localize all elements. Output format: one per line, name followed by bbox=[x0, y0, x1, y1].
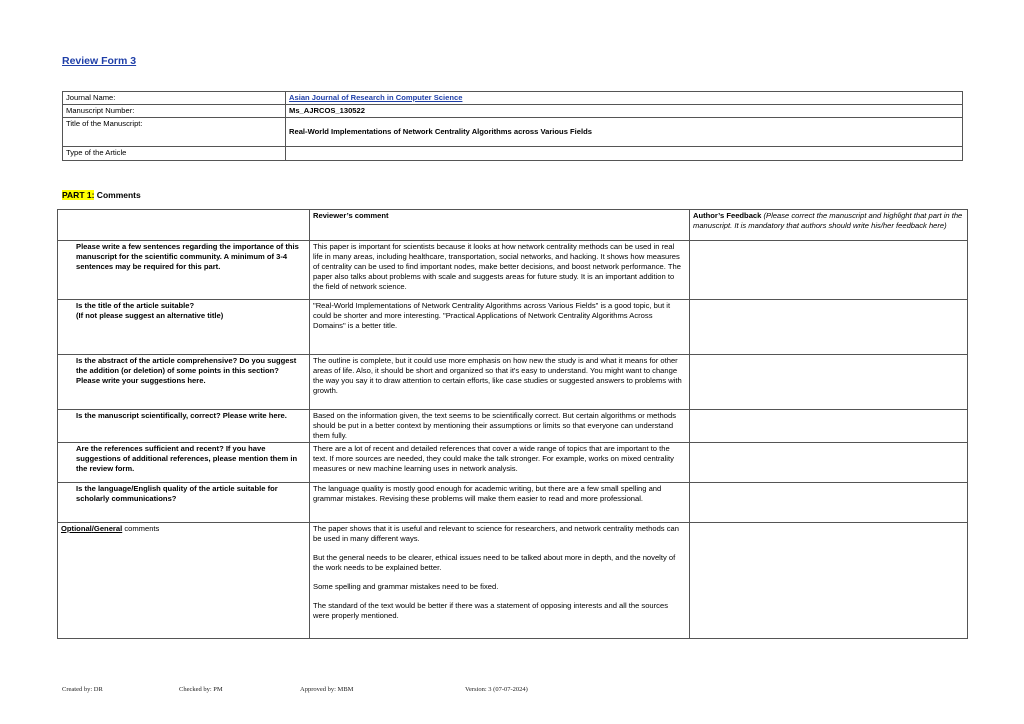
form-title: Review Form 3 bbox=[62, 55, 137, 67]
table-row bbox=[58, 355, 968, 410]
table-row bbox=[58, 241, 968, 300]
title-value: Real-World Implementations of Network Centrality Algorithms across Various Fields bbox=[286, 118, 963, 147]
optional-separator: / bbox=[91, 524, 94, 533]
article-type-row bbox=[63, 147, 963, 161]
article-type-value bbox=[286, 147, 963, 161]
feedback-references[interactable] bbox=[690, 443, 968, 483]
header-row bbox=[58, 210, 968, 241]
question-references: Are the references sufficient and recent? If you have suggestions of additional references, please mention them in the review form. bbox=[58, 443, 310, 483]
footer-version: Version: 3 (07-07-2024) bbox=[465, 686, 528, 693]
author-feedback-header bbox=[690, 210, 968, 241]
question-title: Is the title of the article suitable? (If not please suggest an alternative title) bbox=[58, 300, 310, 355]
optional-comments-row bbox=[58, 523, 968, 639]
comments-label: comments bbox=[122, 524, 160, 533]
feedback-language[interactable] bbox=[690, 483, 968, 523]
footer-approved-by: Approved by: MBM bbox=[300, 686, 354, 693]
feedback-title[interactable] bbox=[690, 300, 968, 355]
header-empty-cell bbox=[58, 210, 310, 241]
part-heading bbox=[62, 190, 141, 200]
part-label: PART 1: bbox=[62, 190, 95, 200]
comment-language: The language quality is mostly good enough for academic writing, but there are a few small spelling and grammar mistakes. Revising these problems will make them easier to read and more professional. bbox=[310, 483, 690, 523]
table-row bbox=[58, 410, 968, 443]
table-row bbox=[58, 300, 968, 355]
comment-abstract: The outline is complete, but it could use more emphasis on how new the study is and what it means for other areas of life. Also, it should be short and organized so that it's easy to understand. You might want to change the way you say it to draw attention to certain efforts, like case studies or suggested answers to problems with growth. bbox=[310, 355, 690, 410]
table-row bbox=[58, 483, 968, 523]
journal-link[interactable]: Asian Journal of Research in Computer Science bbox=[286, 92, 963, 105]
comments-table bbox=[57, 209, 968, 639]
table-row bbox=[58, 443, 968, 483]
author-feedback-title: Author’s Feedback bbox=[693, 211, 762, 220]
journal-label: Journal Name: bbox=[63, 92, 286, 105]
reviewer-comment-header: Reviewer’s comment bbox=[310, 210, 690, 241]
footer-created-by: Created by: DR bbox=[62, 686, 103, 693]
question-language: Is the language/English quality of the article suitable for scholarly communications? bbox=[58, 483, 310, 523]
comment-title: "Real-World Implementations of Network Centrality Algorithms across Various Fields" is a good topic, but it could be shorter and more interesting. "Practical Applications of Network Centrality Algorithms Across Domains" is a better title. bbox=[310, 300, 690, 355]
question-importance: Please write a few sentences regarding the importance of this manuscript for the scientific community. A minimum of 3-4 sentences may be required for this part. bbox=[58, 241, 310, 300]
feedback-importance[interactable] bbox=[690, 241, 968, 300]
comment-references: There are a lot of recent and detailed references that cover a wide range of topics that are important to the text. If more sources are needed, they could make the talk stronger. For example, works on mixed centrality measures or new machine learning uses in network analysis. bbox=[310, 443, 690, 483]
optional-label: Optional bbox=[61, 524, 92, 533]
general-label: General bbox=[93, 524, 123, 533]
optional-general-label bbox=[58, 523, 310, 639]
manuscript-info-table bbox=[62, 91, 963, 161]
optional-comments-text bbox=[310, 523, 690, 639]
manuscript-number-row bbox=[63, 105, 963, 118]
journal-row bbox=[63, 92, 963, 105]
optional-paragraph: But the general needs to be clearer, ethical issues need to be talked about more in depth, and the novelty of the work needs to be explained better. bbox=[313, 553, 676, 572]
feedback-optional[interactable] bbox=[690, 523, 968, 639]
optional-paragraph: Some spelling and grammar mistakes need to be fixed. bbox=[313, 582, 499, 591]
question-abstract: Is the abstract of the article comprehensive? Do you suggest the addition (or deletion) of some points in this section? Please write your suggestions here. bbox=[58, 355, 310, 410]
feedback-abstract[interactable] bbox=[690, 355, 968, 410]
question-scientific: Is the manuscript scientifically, correct? Please write here. bbox=[58, 410, 310, 443]
title-label: Title of the Manuscript: bbox=[63, 118, 286, 147]
part-rest: Comments bbox=[94, 190, 141, 200]
manuscript-number-label: Manuscript Number: bbox=[63, 105, 286, 118]
comment-importance: This paper is important for scientists because it looks at how network centrality methods can be used in real life in many areas, including healthcare, transportation, social networks, and hacking. It shows how measures of centrality can be used to find important nodes, make better decisions, and boost network performance. The paper also talks about problems with scale and suggests areas for future study. It is an important addition to the field of network science. bbox=[310, 241, 690, 300]
comment-scientific: Based on the information given, the text seems to be scientifically correct. But certain algorithms or methods should be put in a better context by mentioning their assumptions or limits so that everyone can understand them fully. bbox=[310, 410, 690, 443]
manuscript-number-value: Ms_AJRCOS_130522 bbox=[286, 105, 963, 118]
feedback-scientific[interactable] bbox=[690, 410, 968, 443]
optional-paragraph: The standard of the text would be better if there was a statement of opposing interests and all the sources were properly mentioned. bbox=[313, 601, 669, 620]
author-feedback-instruction: (Please correct the manuscript and highlight that part in the manuscript. It is mandatory that authors should write his/her feedback here) bbox=[693, 211, 963, 230]
optional-paragraph: The paper shows that it is useful and relevant to science for researchers, and network centrality methods can be used in many different ways. bbox=[313, 524, 679, 543]
title-row bbox=[63, 118, 963, 147]
footer-checked-by: Checked by: PM bbox=[179, 686, 223, 693]
article-type-label: Type of the Article bbox=[63, 147, 286, 161]
